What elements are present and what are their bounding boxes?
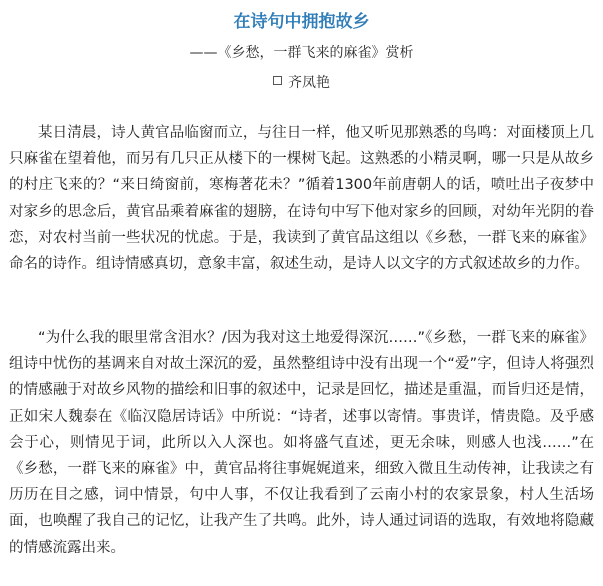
author-name: 齐凤艳	[288, 75, 330, 91]
body-paragraph-2: “为什么我的眼里常含泪水？/因为我对这土地爱得深沉……”《乡愁，一群飞来的麻雀》组诗中忧伤的基调来自对故土深沉的爱，虽然整组诗中没有出现一个“爱”字，但诗人将强烈的情感融于对故乡风物的描绘和旧事的叙述中，记录是回忆，描述是重温，而旨归还是情，正如宋人魏泰在《临汉隐居诗话》中所说：“诗者，述事以寄情。事贵详，情贵隐。及乎感会于心，则情见于词，此所以入人深也。如将盛气直述，更无余味，则感人也浅……”在《乡愁，一群飞来的麻雀》中，黄官品将往事娓娓道来，细致入微且生动传神，让我读之有历历在目之感，词中情景，句中人事，不仅让我看到了云南小村的农家景象，村人生活场面，也唤醒了我自己的记忆，让我产生了共鸣。此外，诗人通过词语的选取，有效地将隐藏的情感流露出来。	[9, 330, 594, 556]
bullet-square-icon	[273, 76, 282, 85]
article-title: 在诗句中拥抱故乡	[233, 12, 370, 32]
article-subtitle: ——《乡愁，一群飞来的麻雀》赏析	[189, 45, 414, 61]
body-paragraph-1: 某日清晨，诗人黄官品临窗而立，与往日一样，他又听见那熟悉的鸟鸣：对面楼顶上几只麻雀在望着他，而另有几只正从楼下的一棵树飞起。这熟悉的小精灵啊，哪一只是从故乡的村庄飞来的？“来日绮窗前，寒梅著花未？”循着1300年前唐朝人的话，喷吐出子夜梦中对家乡的思念后，黄官品乘着麻雀的翅膀，在诗句中写下他对家乡的回顾，对幼年光阴的眷恋，对农村当前一些状况的忧虑。于是，我读到了黄官品这组以《乡愁，一群飞来的麻雀》命名的诗作。组诗情感真切，意象丰富，叙述生动，是诗人以文字的方式叙述故乡的力作。	[9, 125, 594, 273]
author-line	[0, 72, 603, 94]
